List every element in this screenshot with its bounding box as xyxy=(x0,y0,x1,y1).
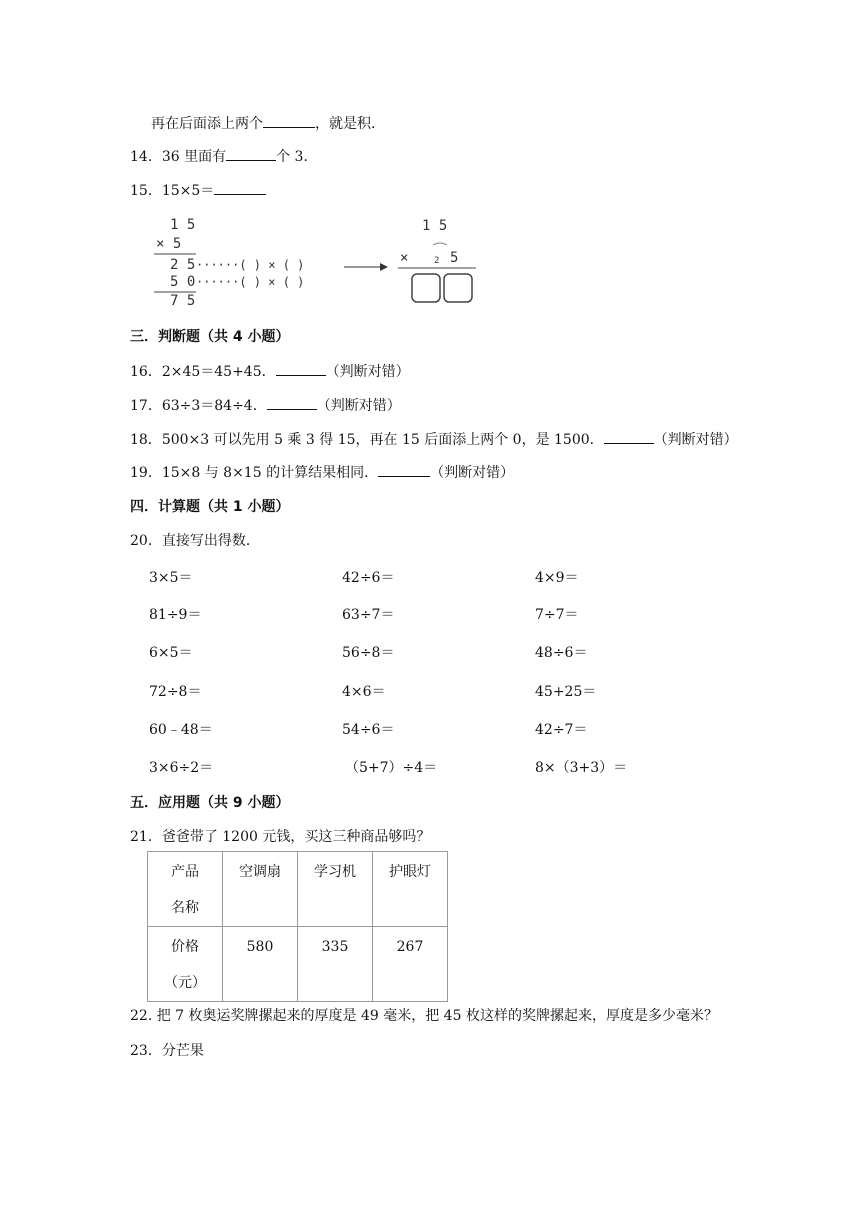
table-header-cell: 学习机 xyxy=(298,852,373,927)
question-20: 20．直接写出得数． xyxy=(130,533,260,549)
table-header-cell xyxy=(148,852,223,927)
answer-blank[interactable] xyxy=(276,363,326,376)
calc-item: 54÷6＝ xyxy=(342,722,395,738)
calc-item: 4×9＝ xyxy=(535,570,579,586)
fig-left-row5: 7 5 xyxy=(170,293,196,309)
calc-item: 6×5＝ xyxy=(149,645,193,661)
table-row xyxy=(148,852,448,927)
fig-right-multiplier: 5 xyxy=(450,250,459,266)
calc-item: 63÷7＝ xyxy=(342,607,395,623)
question-13-continuation xyxy=(151,113,385,133)
table-cell: 267 xyxy=(373,927,448,1002)
fig-hint-row3: ······( ) × ( ) xyxy=(196,258,305,272)
calc-item: 81÷9＝ xyxy=(149,607,202,623)
cell-text: 产品 xyxy=(171,864,199,880)
fig-hint-row4: ······( ) × ( ) xyxy=(196,275,305,289)
section-3-heading: 三．判断题（共 4 小题） xyxy=(130,329,290,345)
table-row xyxy=(148,927,448,1002)
fig-right-times: × xyxy=(400,250,409,266)
calc-item: 42÷6＝ xyxy=(342,570,395,586)
question-text: 再在后面添上两个 xyxy=(151,116,263,132)
fig-right-row1: 1 5 xyxy=(422,218,448,234)
answer-blank[interactable] xyxy=(604,431,654,444)
cell-text: 价格 xyxy=(171,939,199,955)
judge-tag: （判断对错） xyxy=(653,432,738,448)
answer-blank[interactable] xyxy=(226,148,276,161)
answer-blank[interactable] xyxy=(378,464,430,477)
question-text: 15．15×5＝ xyxy=(130,183,215,199)
question-text: 14．36 里面有 xyxy=(130,149,227,165)
cell-text: （元） xyxy=(164,975,206,991)
question-text: 16．2×45＝45+45． xyxy=(130,364,276,380)
question-16 xyxy=(130,361,410,381)
section-4-heading: 四．计算题（共 1 小题） xyxy=(130,499,290,515)
question-text-tail: 个 3． xyxy=(276,149,318,165)
question-14 xyxy=(130,146,317,166)
question-19 xyxy=(130,462,514,482)
calc-item: 60﹣48＝ xyxy=(149,722,213,738)
calc-item: 45+25＝ xyxy=(535,684,597,700)
calc-item: 8×（3+3）＝ xyxy=(535,760,628,776)
table-cell: 335 xyxy=(298,927,373,1002)
question-15 xyxy=(130,180,266,200)
answer-blank[interactable] xyxy=(267,397,317,410)
question-text: 19．15×8 与 8×15 的计算结果相同． xyxy=(130,465,379,481)
question-17 xyxy=(130,395,401,415)
table-cell: 580 xyxy=(223,927,298,1002)
calc-item: 42÷7＝ xyxy=(535,722,588,738)
section-5-heading: 五．应用题（共 9 小题） xyxy=(130,795,290,811)
calc-item: 4×6＝ xyxy=(342,684,386,700)
cell-text: 名称 xyxy=(171,900,199,916)
fig-left-row4: 5 0 xyxy=(170,274,196,290)
judge-tag: （判断对错） xyxy=(430,465,515,481)
question-text: 17．63÷3＝84÷4． xyxy=(130,398,267,414)
question-18 xyxy=(130,429,738,449)
calc-item: 72÷8＝ xyxy=(149,684,202,700)
judge-tag: （判断对错） xyxy=(325,364,410,380)
question-text-tail: ，就是积． xyxy=(315,116,385,132)
fig-left-row1: 1 5 xyxy=(170,217,196,233)
answer-blank[interactable] xyxy=(214,182,266,195)
table-header-cell: 空调扇 xyxy=(223,852,298,927)
table-cell xyxy=(148,927,223,1002)
calc-item: 56÷8＝ xyxy=(342,645,395,661)
calc-item: 48÷6＝ xyxy=(535,645,588,661)
product-price-table xyxy=(147,851,448,1002)
table-header-cell: 护眼灯 xyxy=(373,852,448,927)
calc-item: 3×5＝ xyxy=(149,570,193,586)
multiplication-figure xyxy=(150,212,490,312)
judge-tag: （判断对错） xyxy=(316,398,401,414)
calc-item: 3×6÷2＝ xyxy=(149,760,214,776)
fig-right-carry: 2 xyxy=(434,256,440,266)
question-22: 22. 把 7 枚奥运奖牌摞起来的厚度是 49 毫米，把 45 枚这样的奖牌摞起来，厚度是多少毫米？ xyxy=(130,1008,718,1024)
question-23: 23．分芒果 xyxy=(130,1043,204,1059)
calc-item: （5+7）÷4＝ xyxy=(345,760,438,776)
question-21: 21．爸爸带了 1200 元钱，买这三种商品够吗？ xyxy=(130,829,431,845)
fig-left-row3: 2 5 xyxy=(170,257,196,273)
calc-item: 7÷7＝ xyxy=(535,607,579,623)
fig-left-row2: × 5 xyxy=(156,236,182,252)
question-text: 18．500×3 可以先用 5 乘 3 得 15，再在 15 后面添上两个 0，是 1500． xyxy=(130,432,604,448)
answer-blank[interactable] xyxy=(263,115,315,128)
